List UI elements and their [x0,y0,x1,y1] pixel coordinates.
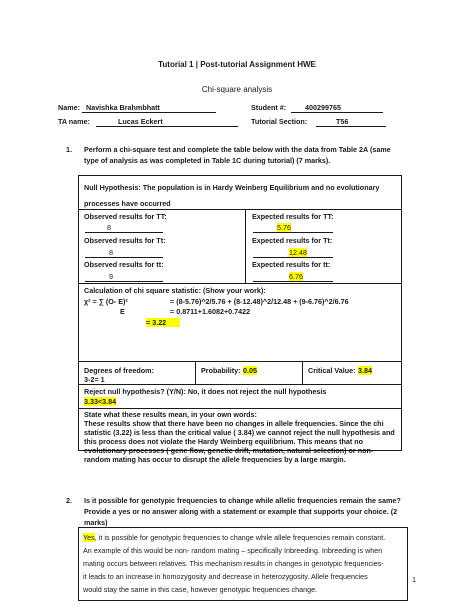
q2-number: 2. [66,496,72,505]
q2-answer-line: mating occurs between relatives. This mechanism results in changes in genotypic frequencies- [83,559,384,568]
ta-label: TA name: [58,117,90,126]
obs-tt-lower-value: 9 [109,272,113,281]
probability-label: Probability: [201,366,241,375]
q1-text-line1: Perform a chi-square test and complete the table below with the data from Table 2A (same [84,145,391,154]
ta-value [96,117,238,127]
exp-tt-het-label: Expected results for Tt: [252,236,333,245]
meaning-line: evolutionary processes ( gene flow, genetic drift, mutation, natural selection) or non- [84,446,374,455]
name-label: Name: [58,103,80,112]
q2-answer-line1 [83,533,385,542]
q2-answer-line1-text: , it is possible for genotypic frequencies to change while allele frequencies remain constant. [94,533,386,542]
q2-text-line1: Is it possible for genotypic frequencies to change while allelic frequencies remain the same? [84,496,401,505]
calc-result: = 3.22 [146,318,180,327]
exp-tt-lower-field [253,272,333,282]
section-label: Tutorial Section: [251,117,308,126]
exp-tt-lower-value: 6.76 [289,272,303,281]
section-value-text: T56 [336,117,349,126]
student-value-text: 400299765 [305,103,341,112]
exp-tt-het-field [253,248,333,258]
name-value-text: Navishka Brahmbhatt [86,103,160,112]
obs-tt-upper-value: 8 [107,223,111,232]
q2-answer-line: it leads to an increase in homozygosity and decrease in heterozygosity. Allele frequencies [83,572,368,581]
q2-answer-line: An example of this would be non- random mating – specifically Inbreeding. Inbreeding is when [83,546,383,555]
obs-tt-upper-field [85,223,163,233]
student-value [291,103,383,113]
obs-tt-het-field [85,248,163,258]
obs-tt-het-label: Observed results for Tt: [84,236,166,245]
meaning-line: statistic (3.22) is less than the critical value ( 3.84) we cannot reject the null hypothesis and [84,428,395,437]
reject-null-value: 3.33<3.84 [84,397,117,406]
calc-chi-formula: χ² = ∑ (O- E)² [84,297,128,306]
critical-value-label: Critical Value: [308,366,356,375]
student-label: Student #: [251,103,287,112]
calc-line2: = 0.8711+1.6082+0.7422 [170,307,251,316]
obs-tt-upper-label: Observed results for TT: [84,212,167,221]
null-hypothesis-line2: processes have occurred [84,199,171,208]
null-hypothesis-line1: Null Hypothesis: The population is in Hardy Weinberg Equilibrium and no evolutionary [84,183,380,192]
exp-tt-lower-label: Expected results for tt: [252,260,331,269]
page-number: 1 [412,575,416,584]
meaning-line: random mating has occur to disrupt the allele frequencies by a large margin. [84,455,346,464]
obs-tt-lower-label: Observed results for tt: [84,260,164,269]
q2-text-line2: Provide a yes or no answer along with a statement or example that supports your choice. (2 [84,507,398,516]
dof-value: 3-2= 1 [84,375,105,384]
page-subtitle: Chi-square analysis [201,85,273,94]
ta-value-text: Lucas Eckert [118,117,163,126]
exp-tt-upper-value: 5.76 [277,223,291,232]
reject-null-line: Reject null hypothesis? (Y/N): No, it does not reject the null hypothesis [84,387,327,396]
page-title: Tutorial 1 | Post-tutorial Assignment HWE [158,60,316,69]
calc-line1: = (8-5.76)^2/5.76 + (8-12.48)^2/12.48 + (9-6.76)^2/6.76 [170,297,349,306]
calc-label: Calculation of chi square statistic: (Show your work): [84,286,266,295]
critical-value: 3.84 [358,366,372,375]
obs-tt-lower-field [85,272,163,282]
meaning-line: this process does not violate the Hardy Weinberg equilibrium. This means that no [84,437,364,446]
exp-tt-upper-field [253,223,333,233]
exp-tt-het-value: 12.48 [289,248,307,257]
exp-tt-upper-label: Expected results for TT: [252,212,334,221]
probability-value: 0.05 [243,366,257,375]
name-value [82,103,216,113]
obs-tt-het-value: 8 [109,248,113,257]
q2-answer-line: would stay the same in this case, however genotypic frequencies change. [83,585,318,594]
calc-denominator: E [120,307,125,316]
section-value [316,117,386,127]
q2-answer-yes: Yes [83,533,95,542]
q2-text-line3: marks) [84,518,108,527]
meaning-line: These results show that there have been no changes in allele frequencies. Since the chi [84,419,384,428]
q1-text-line2: type of analysis as was completed in Table 1C during tutorial) (7 marks). [84,156,331,165]
meaning-label: State what these results mean, in your own words: [84,410,257,419]
dof-label: Degrees of freedom: [84,366,154,375]
q1-number: 1. [66,145,72,154]
